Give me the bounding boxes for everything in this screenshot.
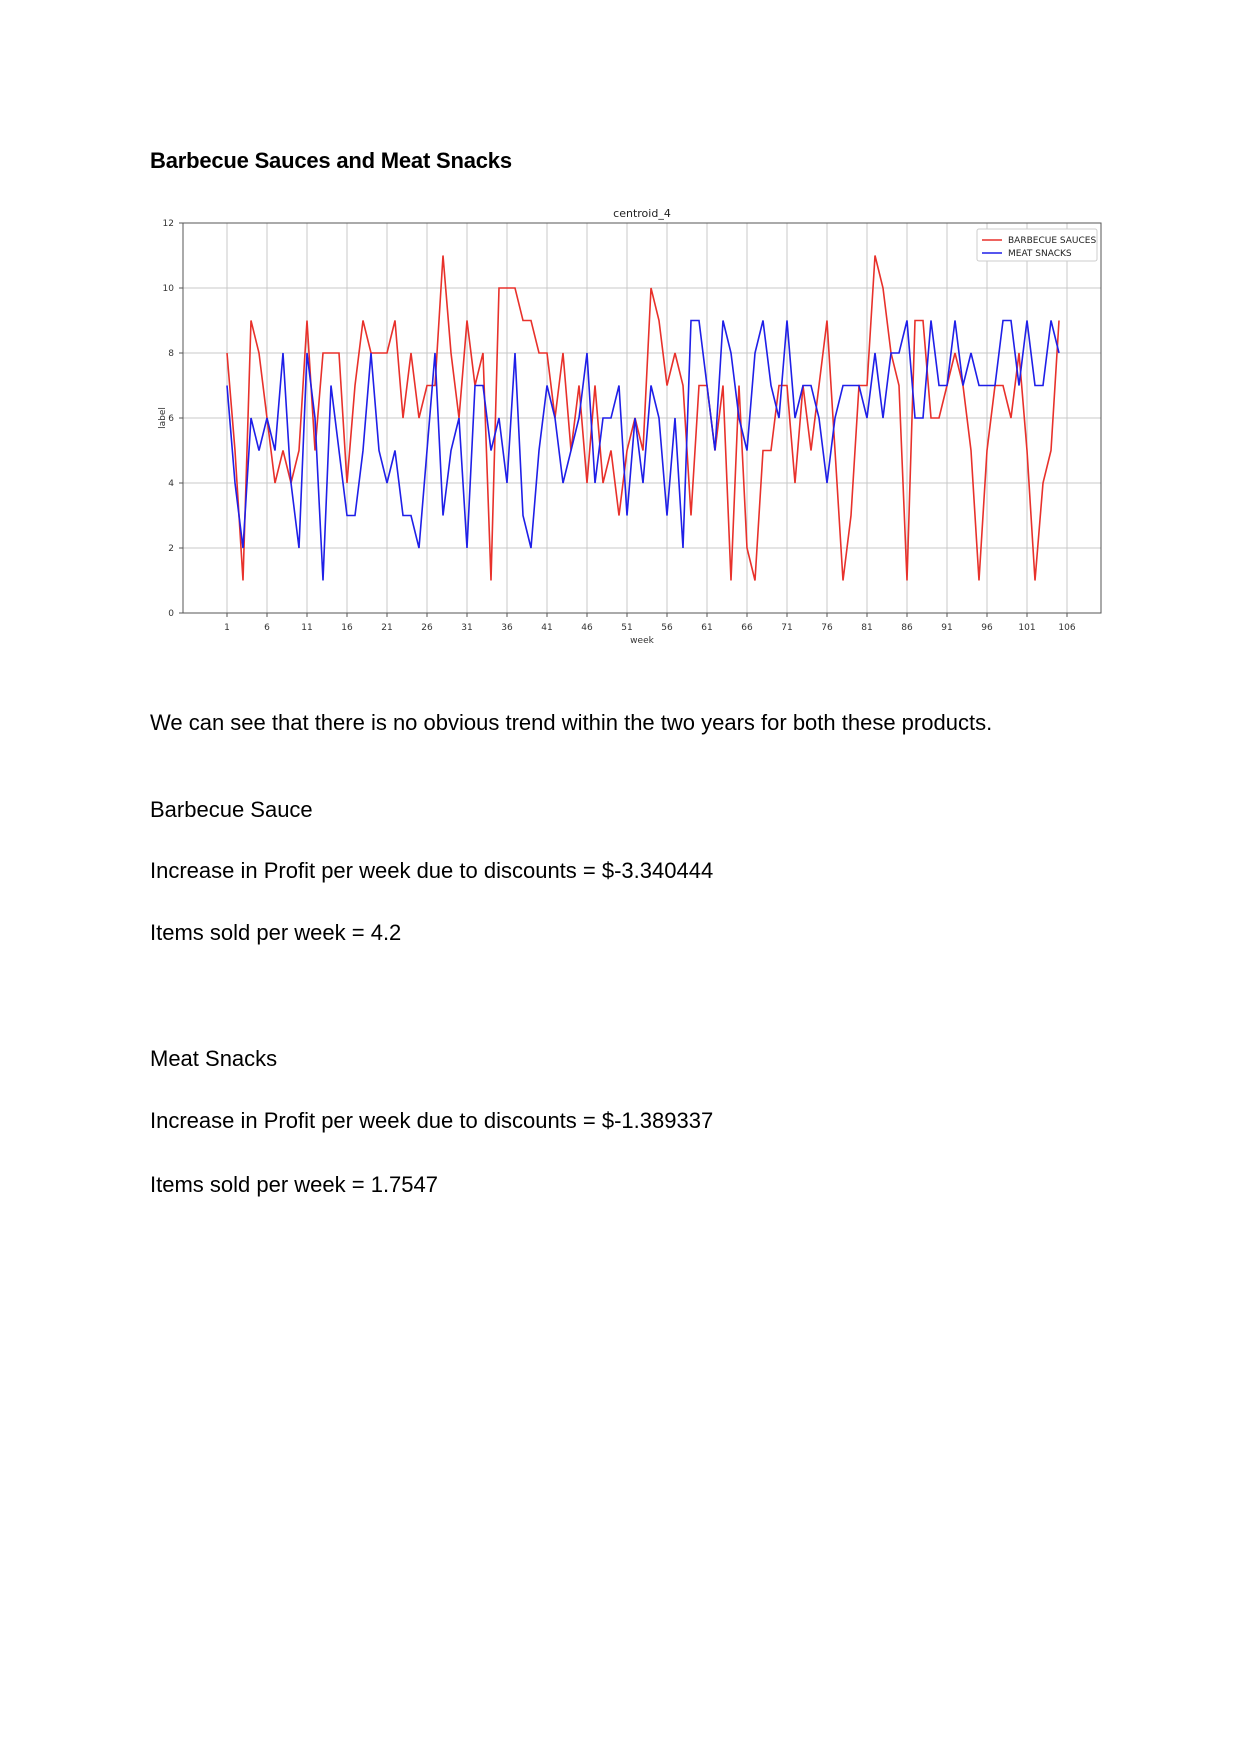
section-title-meat-snacks: Meat Snacks	[150, 1046, 278, 1071]
x-tick-label: 71	[781, 623, 793, 633]
y-tick-label: 10	[162, 284, 174, 294]
chart-svg	[0, 0, 1256, 680]
x-tick-label: 21	[381, 623, 393, 633]
y-tick-label: 2	[168, 544, 174, 554]
x-tick-label: 16	[341, 623, 353, 633]
barbecue-profit-text: Increase in Profit per week due to discounts = $-3.340444	[150, 858, 714, 883]
y-tick-label: 12	[162, 219, 174, 229]
meat-snacks-profit-text: Increase in Profit per week due to discounts = $-1.389337	[150, 1108, 714, 1133]
y-axis-label: label	[158, 407, 168, 429]
page-heading: Barbecue Sauces and Meat Snacks	[150, 148, 512, 173]
line-chart	[0, 0, 1256, 680]
x-tick-label: 1	[224, 623, 230, 633]
x-axis-label: week	[630, 636, 654, 646]
y-tick-label: 8	[168, 349, 174, 359]
x-tick-label: 106	[1058, 623, 1076, 633]
x-tick-label: 86	[901, 623, 913, 633]
section-title-barbecue: Barbecue Sauce	[150, 797, 313, 822]
x-tick-label: 91	[941, 623, 953, 633]
legend-label-1: MEAT SNACKS	[1008, 249, 1072, 259]
x-tick-label: 81	[861, 623, 873, 633]
x-tick-label: 6	[264, 623, 270, 633]
y-tick-label: 0	[168, 609, 174, 619]
x-tick-label: 96	[981, 623, 993, 633]
x-tick-label: 61	[701, 623, 713, 633]
x-tick-label: 101	[1018, 623, 1036, 633]
x-tick-label: 11	[301, 623, 313, 633]
chart-title: centroid_4	[613, 207, 671, 220]
x-tick-label: 51	[621, 623, 633, 633]
x-tick-label: 46	[581, 623, 593, 633]
legend-label-0: BARBECUE SAUCES	[1008, 236, 1097, 246]
x-tick-label: 41	[541, 623, 553, 633]
x-tick-label: 76	[821, 623, 833, 633]
x-tick-label: 26	[421, 623, 433, 633]
observation-text: We can see that there is no obvious trend within the two years for both these products.	[150, 710, 993, 735]
x-tick-label: 36	[501, 623, 513, 633]
x-tick-label: 31	[461, 623, 473, 633]
x-tick-label: 56	[661, 623, 673, 633]
y-tick-label: 4	[168, 479, 174, 489]
barbecue-items-text: Items sold per week = 4.2	[150, 920, 402, 945]
y-tick-label: 6	[168, 414, 174, 424]
meat-snacks-items-text: Items sold per week = 1.7547	[150, 1172, 438, 1197]
x-tick-label: 66	[741, 623, 753, 633]
